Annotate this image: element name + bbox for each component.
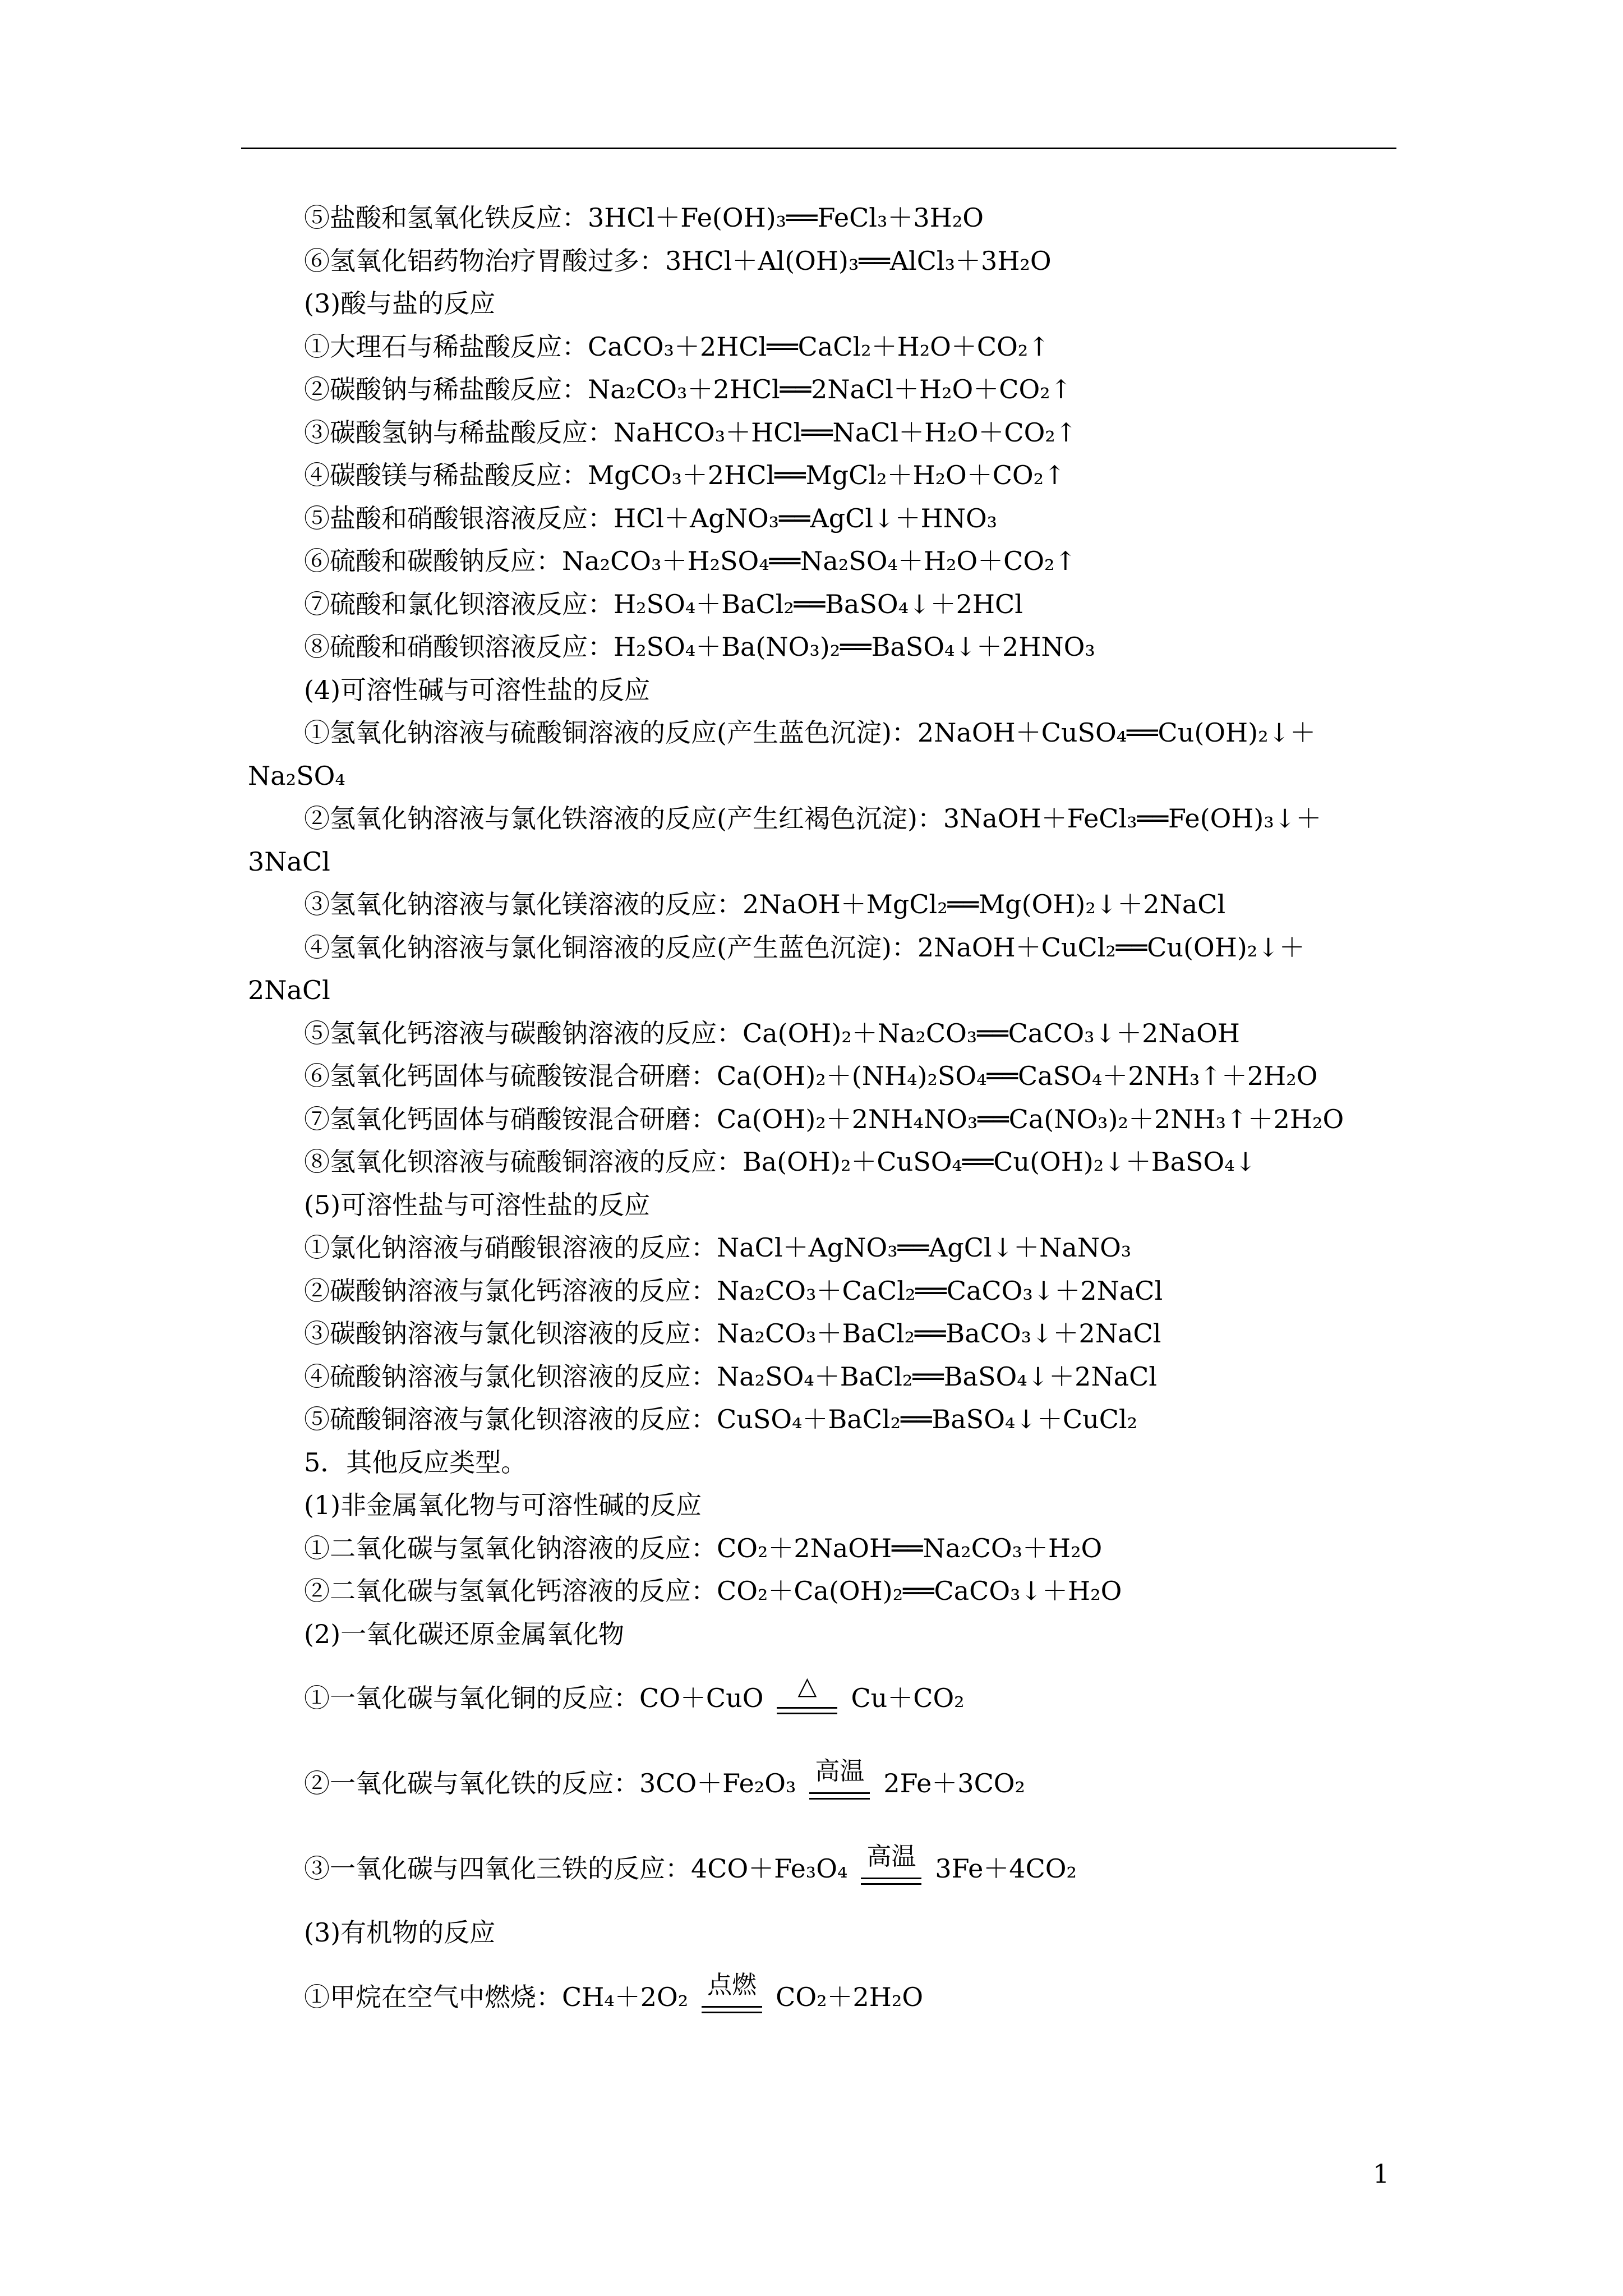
reaction-condition <box>693 1971 771 2027</box>
reaction-condition <box>800 1757 879 1814</box>
equals-bar-top <box>777 1707 837 1709</box>
text-line: ⑥氢氧化钙固体与硫酸铵混合研磨：Ca(OH)₂＋(NH₄)₂SO₄══CaSO₄＋2NH₃↑＋2H₂O <box>304 1061 1318 1091</box>
text-line: ⑥硫酸和碳酸钠反应：Na₂CO₃＋H₂SO₄══Na₂SO₄＋H₂O＋CO₂↑ <box>304 546 1077 576</box>
text-line: ④碳酸镁与稀盐酸反应：MgCO₃＋2HCl══MgCl₂＋H₂O＋CO₂↑ <box>304 460 1066 490</box>
equation-line <box>248 1655 1398 1741</box>
text-line: ③氢氧化钠溶液与氯化镁溶液的反应：2NaOH＋MgCl₂══Mg(OH)₂↓＋2NaCl <box>304 889 1226 919</box>
text-line: 5．其他反应类型。 <box>304 1447 527 1478</box>
text-line: ①氯化钠溶液与硝酸银溶液的反应：NaCl＋AgNO₃══AgCl↓＋NaNO₃ <box>304 1232 1132 1263</box>
equation-right: 2Fe＋3CO₂ <box>883 1768 1025 1798</box>
equals-bar-bottom <box>777 1713 837 1714</box>
equation-line <box>248 1954 1398 2040</box>
text-line: ②碳酸钠溶液与氯化钙溶液的反应：Na₂CO₃＋CaCl₂══CaCO₃↓＋2NaCl <box>304 1275 1163 1306</box>
equals-bar-top <box>809 1792 870 1794</box>
equation-left: ③一氧化碳与四氧化三铁的反应：4CO＋Fe₃O₄ <box>304 1853 848 1884</box>
text-line: ③碳酸钠溶液与氯化钡溶液的反应：Na₂CO₃＋BaCl₂══BaCO₃↓＋2NaCl <box>304 1318 1161 1349</box>
text-line: ④氢氧化钠溶液与氯化铜溶液的反应(产生蓝色沉淀)：2NaOH＋CuCl₂══Cu(OH)₂↓＋ <box>304 932 1305 963</box>
text-line: ③碳酸氢钠与稀盐酸反应：NaHCO₃＋HCl══NaCl＋H₂O＋CO₂↑ <box>304 417 1077 448</box>
text-line: ⑦硫酸和氯化钡溶液反应：H₂SO₄＋BaCl₂══BaSO₄↓＋2HCl <box>304 588 1023 619</box>
text-line: ⑥氢氧化铝药物治疗胃酸过多：3HCl＋Al(OH)₃══AlCl₃＋3H₂O <box>304 245 1052 276</box>
equation-right: CO₂＋2H₂O <box>776 1981 924 2012</box>
text-line: (3)酸与盐的反应 <box>304 288 496 319</box>
text-line: (2)一氧化碳还原金属氧化物 <box>304 1618 625 1649</box>
text-line: ⑤盐酸和硝酸银溶液反应：HCl＋AgNO₃══AgCl↓＋HNO₃ <box>304 503 998 533</box>
equation-right: 3Fe＋4CO₂ <box>935 1853 1077 1884</box>
text-line: ②氢氧化钠溶液与氯化铁溶液的反应(产生红褐色沉淀)：3NaOH＋FeCl₃══Fe(OH)₃↓＋ <box>304 803 1322 834</box>
text-line: 2NaCl <box>248 975 330 1005</box>
equation-line <box>248 1741 1398 1826</box>
header-rule <box>241 148 1396 149</box>
text-line: (4)可溶性碱与可溶性盐的反应 <box>304 674 651 705</box>
text-line: ④硫酸钠溶液与氯化钡溶液的反应：Na₂SO₄＋BaCl₂══BaSO₄↓＋2NaCl <box>304 1361 1158 1392</box>
text-line: (5)可溶性盐与可溶性盐的反应 <box>304 1189 651 1220</box>
equation-line <box>248 1826 1398 1911</box>
document-body <box>248 196 1398 2040</box>
equals-bar-top <box>702 2006 762 2008</box>
equation-left: ②一氧化碳与氧化铁的反应：3CO＋Fe₂O₃ <box>304 1768 796 1798</box>
text-line: ⑧氢氧化钡溶液与硫酸铜溶液的反应：Ba(OH)₂＋CuSO₄══Cu(OH)₂↓＋BaSO₄↓ <box>304 1147 1257 1177</box>
text-line: ①大理石与稀盐酸反应：CaCO₃＋2HCl══CaCl₂＋H₂O＋CO₂↑ <box>304 331 1050 362</box>
text-line: ⑤硫酸铜溶液与氯化钡溶液的反应：CuSO₄＋BaCl₂══BaSO₄↓＋CuCl₂ <box>304 1404 1138 1434</box>
text-line: ①氢氧化钠溶液与硫酸铜溶液的反应(产生蓝色沉淀)：2NaOH＋CuSO₄══Cu(OH)₂↓＋ <box>304 717 1316 748</box>
text-line: ②二氧化碳与氢氧化钙溶液的反应：CO₂＋Ca(OH)₂══CaCO₃↓＋H₂O <box>304 1576 1122 1606</box>
text-line: 3NaCl <box>248 846 330 877</box>
condition-label: △ <box>797 1672 817 1700</box>
equals-bar-bottom <box>861 1883 921 1885</box>
text-line: ②碳酸钠与稀盐酸反应：Na₂CO₃＋2HCl══2NaCl＋H₂O＋CO₂↑ <box>304 374 1072 404</box>
equation-right: Cu＋CO₂ <box>851 1683 965 1713</box>
reaction-condition <box>852 1843 930 1899</box>
condition-label: 高温 <box>815 1757 865 1786</box>
text-line: (3)有机物的反应 <box>304 1917 496 1948</box>
page-number: 1 <box>1373 2159 1390 2189</box>
equals-bar-bottom <box>809 1798 870 1800</box>
text-line: ⑦氢氧化钙固体与硝酸铵混合研磨：Ca(OH)₂＋2NH₄NO₃══Ca(NO₃)₂＋2NH₃↑＋2H₂O <box>304 1103 1344 1134</box>
condition-label: 点燃 <box>707 1970 757 1999</box>
text-line: ⑤盐酸和氢氧化铁反应：3HCl＋Fe(OH)₃══FeCl₃＋3H₂O <box>304 203 984 233</box>
equation-left: ①甲烷在空气中燃烧：CH₄＋2O₂ <box>304 1981 689 2012</box>
condition-label: 高温 <box>866 1842 916 1871</box>
text-line: Na₂SO₄ <box>248 760 345 791</box>
equals-bar-top <box>861 1878 921 1879</box>
text-line: ⑤氢氧化钙溶液与碳酸钠溶液的反应：Ca(OH)₂＋Na₂CO₃══CaCO₃↓＋2NaOH <box>304 1018 1240 1048</box>
equation-left: ①一氧化碳与氧化铜的反应：CO＋CuO <box>304 1683 764 1713</box>
reaction-condition <box>768 1672 846 1728</box>
text-line: ①二氧化碳与氢氧化钠溶液的反应：CO₂＋2NaOH══Na₂CO₃＋H₂O <box>304 1533 1103 1563</box>
text-line: (1)非金属氧化物与可溶性碱的反应 <box>304 1490 702 1520</box>
equals-bar-bottom <box>702 2012 762 2013</box>
text-line: ⑧硫酸和硝酸钡溶液反应：H₂SO₄＋Ba(NO₃)₂══BaSO₄↓＋2HNO₃ <box>304 632 1095 662</box>
